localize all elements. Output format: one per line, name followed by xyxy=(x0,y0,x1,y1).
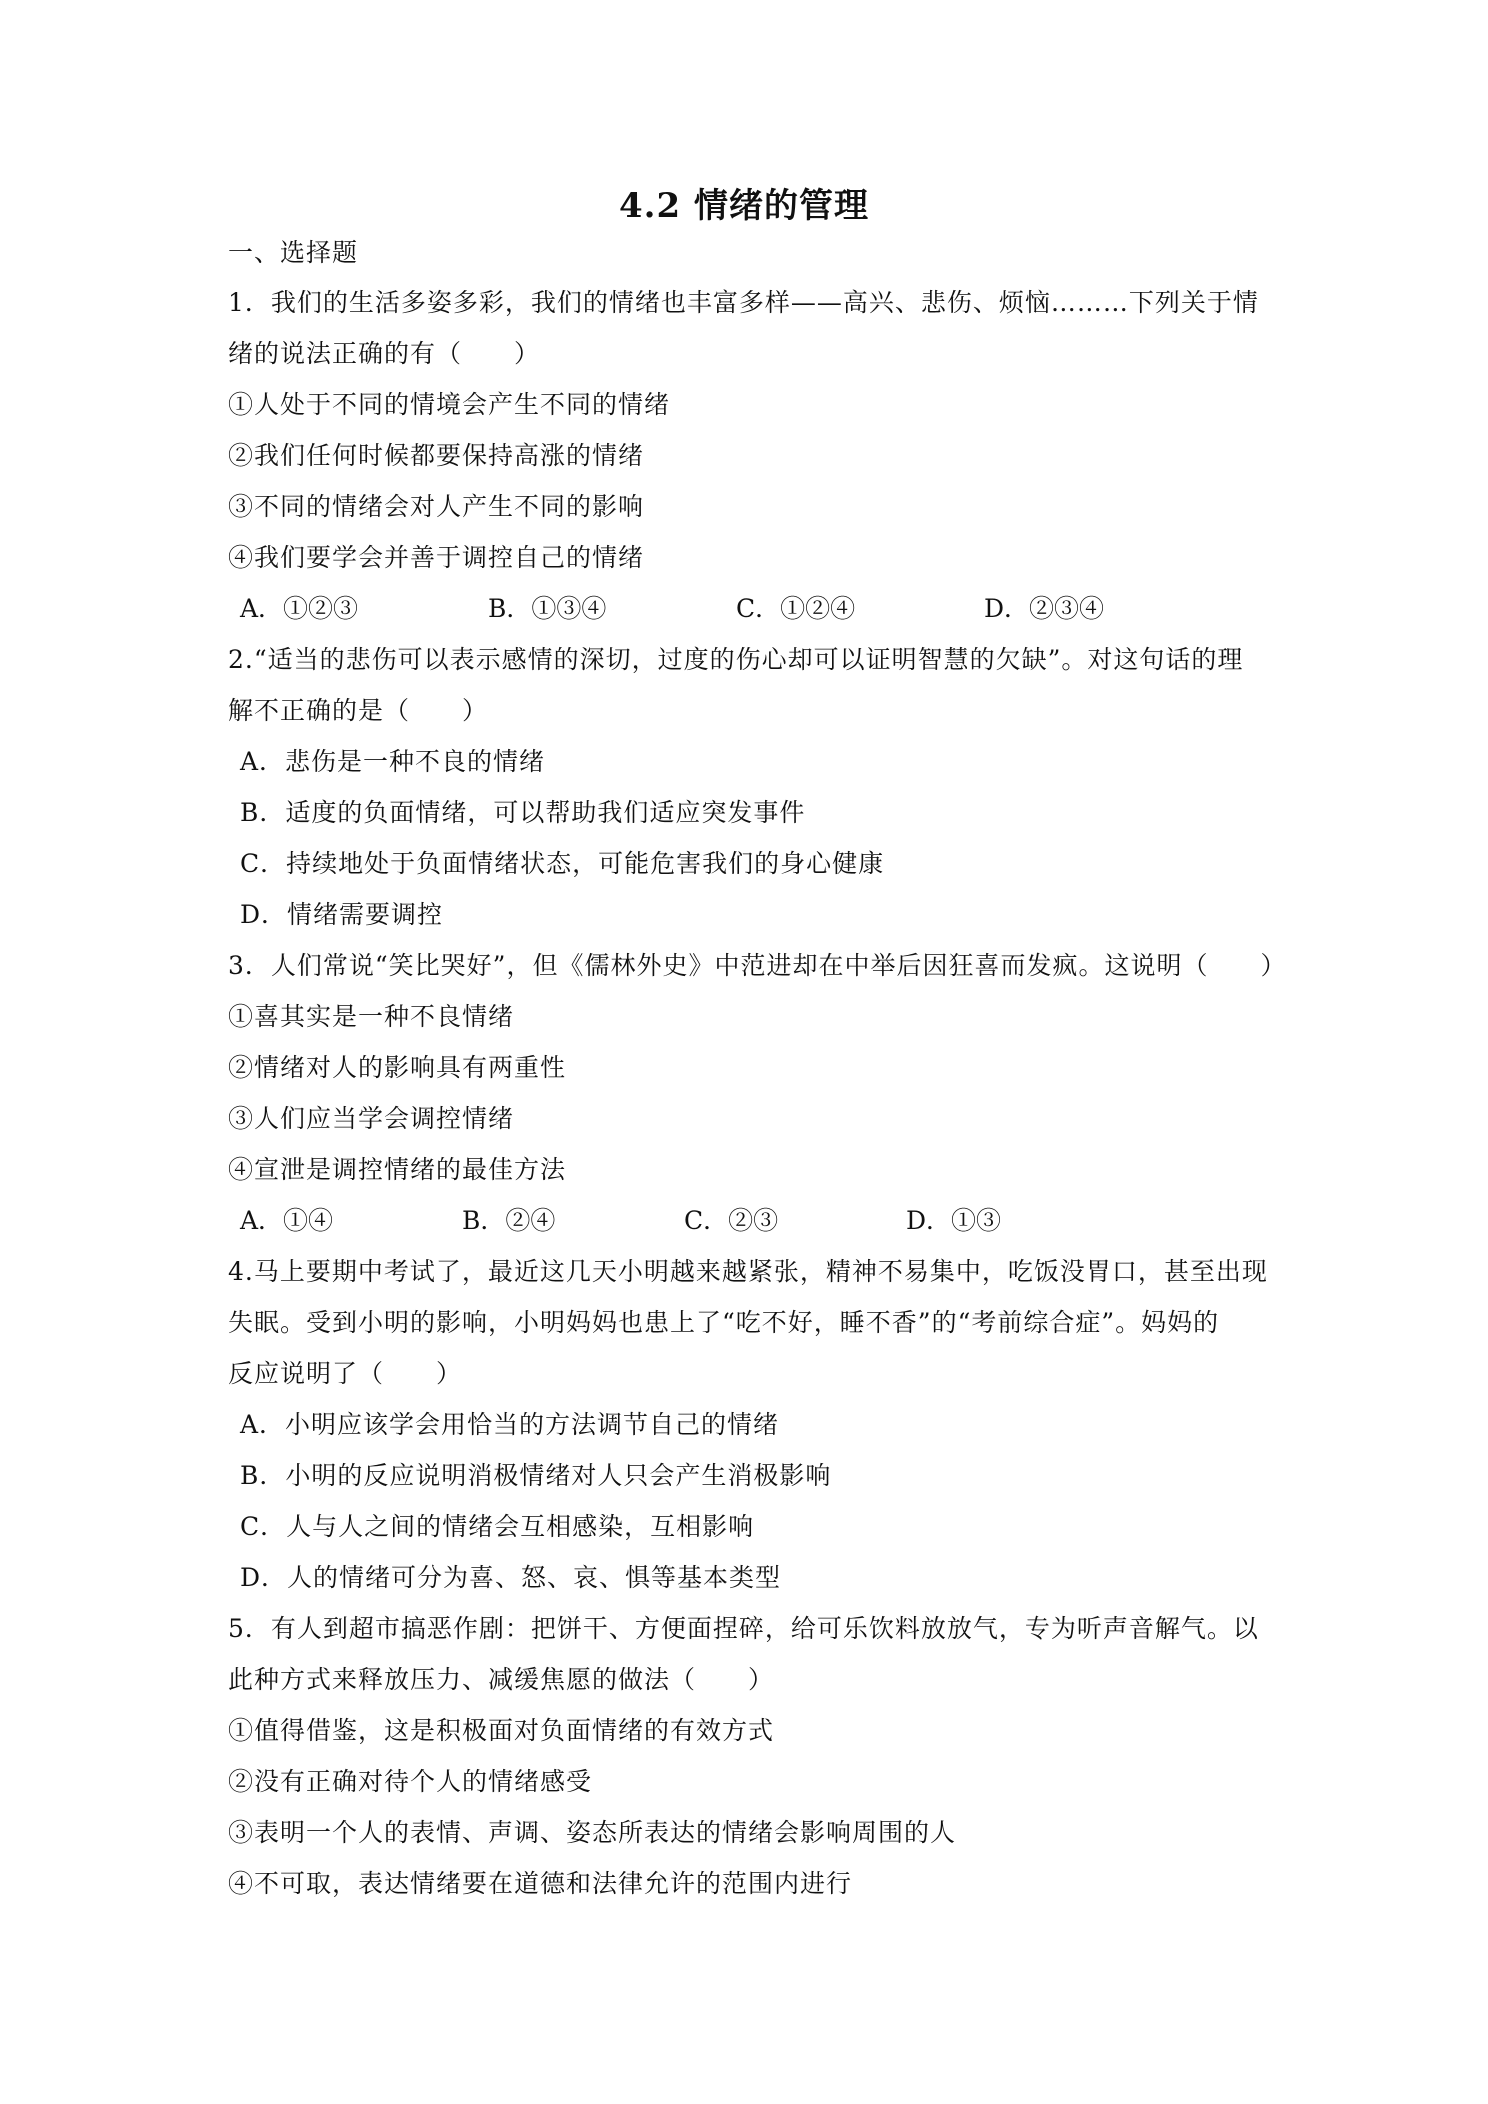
question-4-stem-line-1: 4.马上要期中考试了，最近这几天小明越来越紧张，精神不易集中，吃饭没胃口，甚至出现 xyxy=(228,1257,1268,1286)
question-3-choice-c: C．②③ xyxy=(684,1206,779,1235)
question-1-item-2: ②我们任何时候都要保持高涨的情绪 xyxy=(228,441,645,470)
question-4-option-a: A．小明应该学会用恰当的方法调节自己的情绪 xyxy=(240,1410,780,1439)
question-5-item-4: ④不可取，表达情绪要在道德和法律允许的范围内进行 xyxy=(228,1869,853,1898)
question-1-item-4: ④我们要学会并善于调控自己的情绪 xyxy=(228,543,645,572)
question-1-item-3: ③不同的情绪会对人产生不同的影响 xyxy=(228,492,645,521)
page-title: 4.2 情绪的管理 xyxy=(619,186,869,226)
question-3-item-4: ④宣泄是调控情绪的最佳方法 xyxy=(228,1155,567,1184)
question-3-item-3: ③人们应当学会调控情绪 xyxy=(228,1104,515,1133)
question-5-item-3: ③表明一个人的表情、声调、姿态所表达的情绪会影响周围的人 xyxy=(228,1818,957,1847)
question-2-stem-line-2: 解不正确的是（ ） xyxy=(228,696,489,725)
question-2-option-d: D．情绪需要调控 xyxy=(240,900,444,929)
question-1-item-1: ①人处于不同的情境会产生不同的情绪 xyxy=(228,390,671,419)
question-1-choice-b: B．①③④ xyxy=(488,594,607,623)
question-1-stem-line-1: 1．我们的生活多姿多彩，我们的情绪也丰富多样——高兴、悲伤、烦恼………下列关于情 xyxy=(228,288,1259,317)
question-4-stem-line-3: 反应说明了（ ） xyxy=(228,1359,463,1388)
question-2-option-b: B．适度的负面情绪，可以帮助我们适应突发事件 xyxy=(240,798,806,827)
question-3-stem-line-1: 3．人们常说“笑比哭好”，但《儒林外史》中范进却在中举后因狂喜而发疯。这说明（ ） xyxy=(228,951,1287,980)
question-3-choice-d: D．①③ xyxy=(906,1206,1002,1235)
question-5-stem-line-1: 5．有人到超市搞恶作剧：把饼干、方便面捏碎，给可乐饮料放放气，专为听声音解气。以 xyxy=(228,1614,1259,1643)
question-5-item-2: ②没有正确对待个人的情绪感受 xyxy=(228,1767,593,1796)
question-5-stem-line-2: 此种方式来释放压力、减缓焦愿的做法（ ） xyxy=(228,1665,775,1694)
question-4-option-c: C．人与人之间的情绪会互相感染，互相影响 xyxy=(240,1512,755,1541)
question-2-option-a: A．悲伤是一种不良的情绪 xyxy=(240,747,546,776)
question-2-stem-line-1: 2.“适当的悲伤可以表示感情的深切，过度的伤心却可以证明智慧的欠缺”。对这句话的理 xyxy=(228,645,1244,674)
question-3-choice-b: B．②④ xyxy=(462,1206,556,1235)
question-1-stem-line-2: 绪的说法正确的有（ ） xyxy=(228,339,541,368)
question-3-item-1: ①喜其实是一种不良情绪 xyxy=(228,1002,515,1031)
question-1-choice-c: C．①②④ xyxy=(736,594,856,623)
question-1-choice-d: D．②③④ xyxy=(984,594,1105,623)
question-3-item-2: ②情绪对人的影响具有两重性 xyxy=(228,1053,567,1082)
question-4-option-b: B．小明的反应说明消极情绪对人只会产生消极影响 xyxy=(240,1461,832,1490)
section-heading: 一、选择题 xyxy=(228,238,359,267)
question-2-option-c: C．持续地处于负面情绪状态，可能危害我们的身心健康 xyxy=(240,849,885,878)
question-5-item-1: ①值得借鉴，这是积极面对负面情绪的有效方式 xyxy=(228,1716,775,1745)
question-4-stem-line-2: 失眠。受到小明的影响，小明妈妈也患上了“吃不好，睡不香”的“考前综合症”。妈妈的 xyxy=(228,1308,1220,1337)
question-4-option-d: D．人的情绪可分为喜、怒、哀、惧等基本类型 xyxy=(240,1563,782,1592)
question-1-choice-a: A．①②③ xyxy=(240,594,359,623)
question-3-choice-a: A．①④ xyxy=(240,1206,334,1235)
